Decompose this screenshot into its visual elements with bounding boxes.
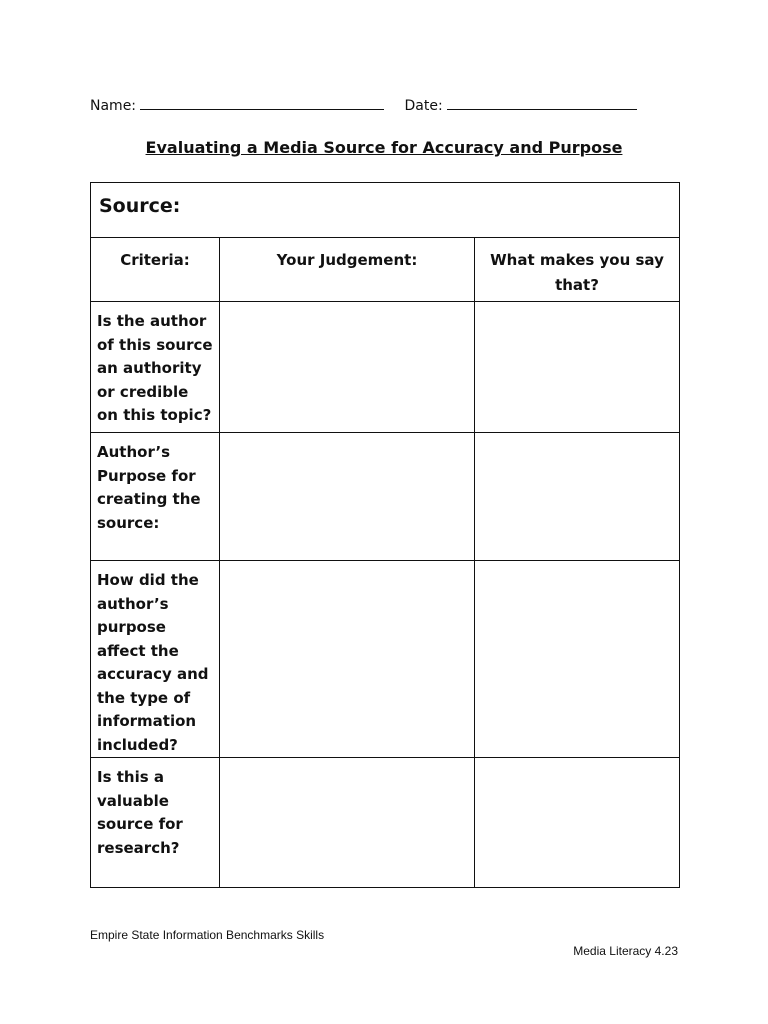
column-header-reasoning: What makes you say that?: [475, 238, 680, 302]
table-header-row: [91, 238, 680, 302]
name-field[interactable]: [140, 95, 384, 110]
reasoning-cell[interactable]: [475, 758, 680, 888]
page-title: Evaluating a Media Source for Accuracy and Purpose: [145, 138, 623, 157]
reasoning-cell[interactable]: [475, 561, 680, 758]
reasoning-cell[interactable]: [475, 302, 680, 433]
source-field[interactable]: [91, 183, 680, 238]
source-label: Source:: [99, 195, 181, 217]
name-date-line: [90, 95, 637, 114]
footer-page-label: Media Literacy 4.23: [573, 944, 678, 958]
date-field[interactable]: [447, 95, 637, 110]
column-header-criteria: Criteria:: [91, 238, 220, 302]
table-row: [91, 302, 680, 433]
judgement-cell[interactable]: [220, 302, 475, 433]
criteria-cell: Is this a valuable source for research?: [91, 758, 220, 888]
footer-source-note: Empire State Information Benchmarks Skills: [90, 928, 325, 942]
table-row: [91, 433, 680, 561]
column-header-judgement: Your Judgement:: [220, 238, 475, 302]
name-label: Name:: [90, 98, 137, 114]
evaluation-table: [90, 182, 680, 888]
criteria-cell: Is the author of this source an authority or credible on this topic?: [91, 302, 220, 433]
date-label: Date:: [404, 98, 443, 114]
judgement-cell[interactable]: [220, 758, 475, 888]
criteria-cell: Author’s Purpose for creating the source:: [91, 433, 220, 561]
judgement-cell[interactable]: [220, 561, 475, 758]
table-row: [91, 758, 680, 888]
reasoning-cell[interactable]: [475, 433, 680, 561]
table-row: [91, 561, 680, 758]
judgement-cell[interactable]: [220, 433, 475, 561]
criteria-cell: How did the author’s purpose affect the accuracy and the type of information included?: [91, 561, 220, 758]
